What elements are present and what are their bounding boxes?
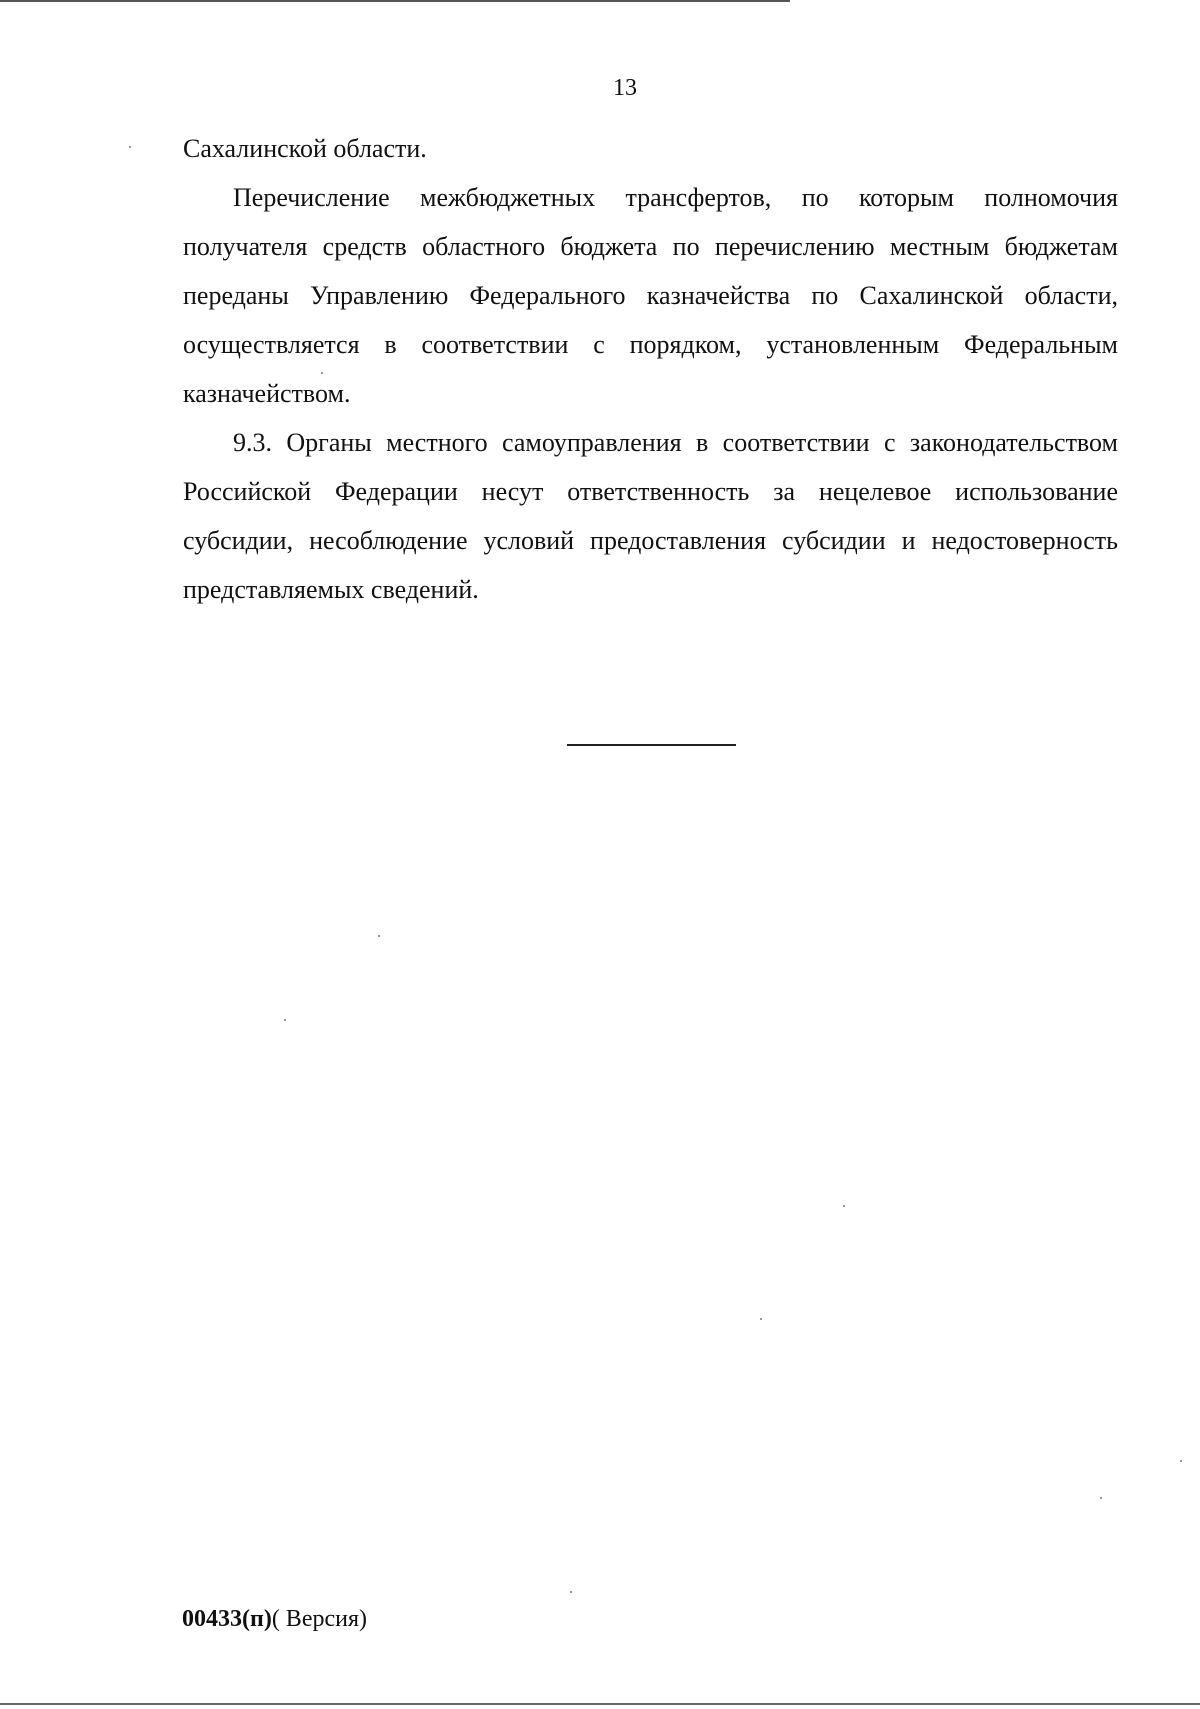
document-body xyxy=(183,124,1118,614)
scan-edge-bottom xyxy=(0,1703,1200,1705)
scan-speck xyxy=(760,1318,762,1320)
scan-speck xyxy=(843,1205,845,1207)
paragraph-continuation: Сахалинской области. xyxy=(183,134,427,163)
scan-speck xyxy=(284,1019,286,1021)
footer-version: ( Версия) xyxy=(271,1606,367,1632)
scan-speck xyxy=(129,146,131,148)
page-number: 13 xyxy=(613,75,637,101)
end-separator-line xyxy=(567,744,736,746)
scan-speck xyxy=(1180,1460,1182,1462)
document-footer xyxy=(182,1604,367,1634)
paragraph-transfers: Перечисление межбюджетных трансфертов, по которым полномочия получателя средств областного бюджета по перечислению местным бюджетам переданы Управлению Федерального казначейства по Сахалинской области, осуществляется в соответствии с порядком, установленным Федеральным казначейством. xyxy=(183,183,1118,408)
scan-speck xyxy=(321,372,323,374)
scan-edge-top xyxy=(0,0,790,2)
scan-speck xyxy=(1100,1497,1102,1499)
scan-speck xyxy=(570,1591,572,1593)
footer-document-code: 00433(п) xyxy=(182,1606,272,1632)
scan-speck xyxy=(378,935,380,937)
paragraph-9-3: 9.3. Органы местного самоуправления в соответствии с законодательством Российской Федерации несут ответственность за нецелевое использование субсидии, несоблюдение условий предоставления субсидии и недостоверность представляемых сведений. xyxy=(183,428,1118,604)
